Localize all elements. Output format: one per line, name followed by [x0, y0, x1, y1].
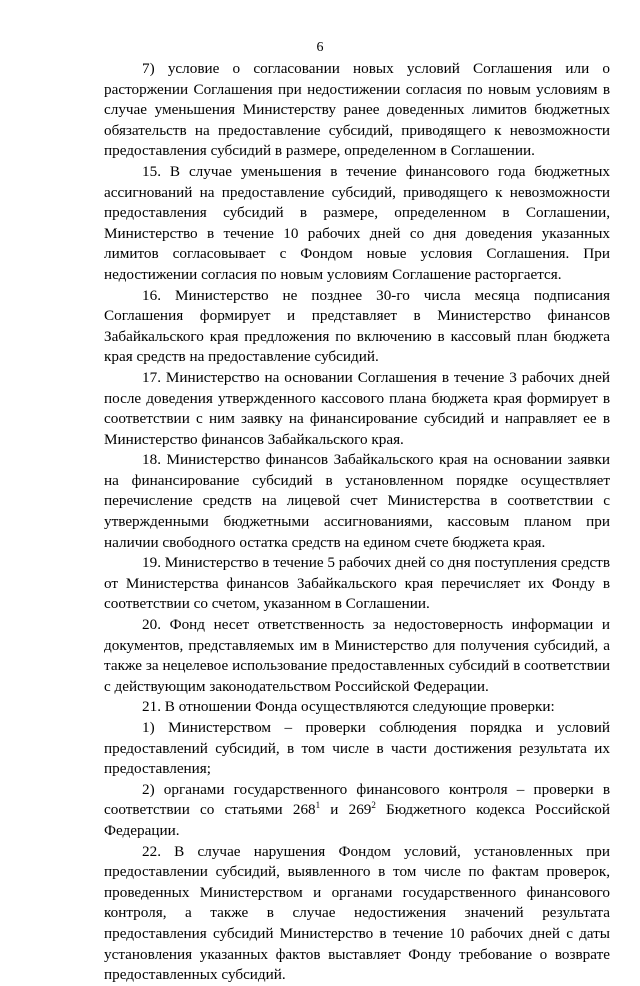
article-superscript-1: 1	[315, 800, 321, 811]
paragraph-21: 21. В отношении Фонда осуществляются следующие проверки:	[142, 698, 555, 716]
paragraph-21-item-2	[104, 780, 610, 842]
paragraph-18: 18. Министерство финансов Забайкальского края на основании заявки на финансирование субсидий в установленном порядке осуществляет перечисление средств на лицевой счет Министерства в соответствии с утвержденными бюджетными ассигнованиями, кассовым планом при наличии свободного остатка средств на едином счете бюджета края.	[104, 451, 610, 551]
item-2-text-middle: и 269	[320, 801, 372, 819]
document-body	[104, 59, 610, 986]
paragraph-17: 17. Министерство на основании Соглашения в течение 3 рабочих дней после доведения утвержденного кассового плана бюджета края формирует в соответствии с ним заявку на финансирование субсидий и направляет ее в Министерство финансов Забайкальского края.	[104, 368, 610, 448]
paragraph-condition-7: 7) условие о согласовании новых условий Соглашения или о расторжении Соглашения при недостижении согласия по новым условиям в случае уменьшения Министерству ранее доведенных лимитов бюджетных обязательств на предоставление субсидий, приводящего к невозможности предоставления субсидий в размере, определенном в Соглашении.	[104, 60, 610, 160]
article-superscript-2: 2	[371, 800, 376, 811]
paragraph-21-item-1: 1) Министерством – проверки соблюдения порядка и условий предоставлений субсидий, в том числе в части достижения результата их предоставления;	[104, 719, 610, 778]
paragraph-19: 19. Министерство в течение 5 рабочих дней со дня поступления средств от Министерства финансов Забайкальского края перечисляет их Фонду в соответствии со счетом, указанном в Соглашении.	[104, 554, 610, 613]
paragraph-20: 20. Фонд несет ответственность за недостоверность информации и документов, представляемых им в Министерство для получения субсидий, а также за нецелевое использование предоставленных субсидий в соответствии с действующим законодательством Российской Федерации.	[104, 616, 610, 695]
paragraph-15: 15. В случае уменьшения в течение финансового года бюджетных ассигнований на предоставление субсидий, приводящего к невозможности предоставления субсидий в размере, определенном в Соглашении, Министерство в течение 10 рабочих дней со дня доведения указанных лимитов согласовывает с Фондом новые условия Соглашения. При недостижении согласия по новым условиям Соглашение расторгается.	[104, 162, 610, 283]
paragraph-16: 16. Министерство не позднее 30-го числа месяца подписания Соглашения формирует и представляет в Министерство финансов Забайкальского края предложения по включению в кассовый план бюджета края средств на предоставление субсидий.	[104, 286, 610, 366]
item-2-text-start: 2) органами государственного финансового контроля – проверки в соответствии со статьями 268	[104, 780, 610, 819]
paragraph-22: 22. В случае нарушения Фондом условий, установленных при предоставлении субсидий, выявленного в том числе по фактам проверок, проведенных Министерством и органами государственного финансового контроля, а также в случае недостижения значений результата предоставления субсидий Министерство в течение 10 рабочих дней с даты установления указанных фактов выставляет Фонду требование о возврате предоставленных субсидий.	[104, 842, 610, 984]
page-number: 6	[316, 40, 324, 55]
item-2-text-end: Бюджетного кодекса Российской Федерации.	[104, 801, 610, 839]
